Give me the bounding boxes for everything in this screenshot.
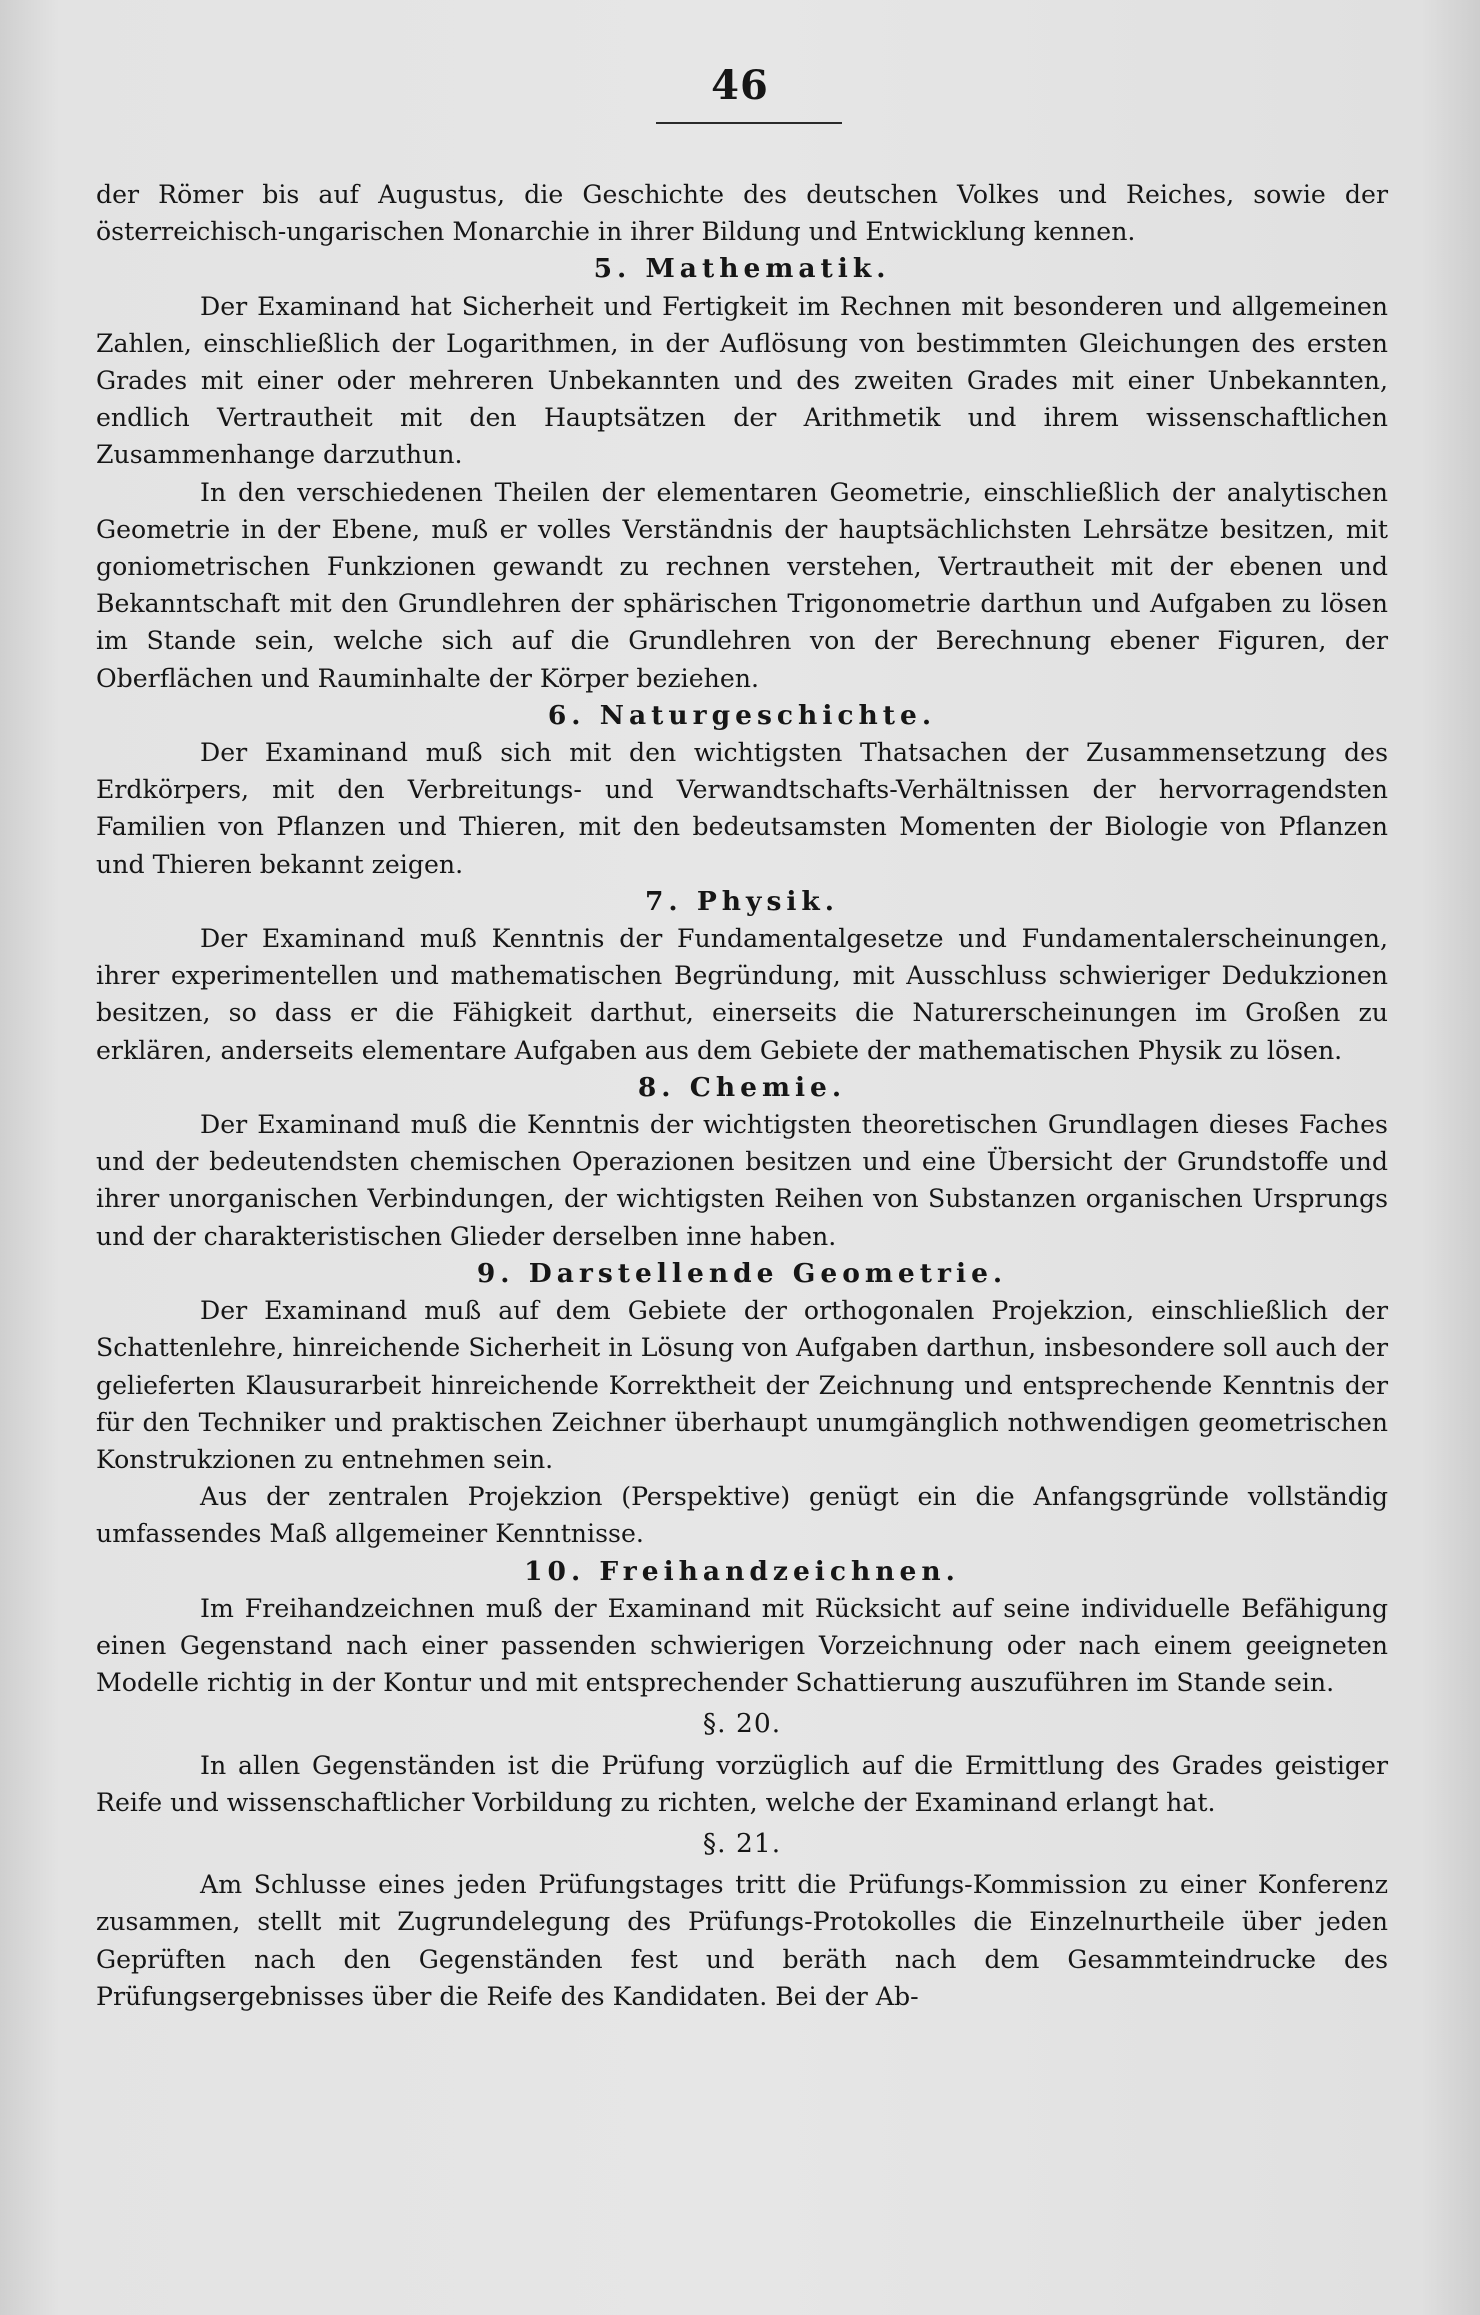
paragraph-darstellende-geometrie-orthogonal: Der Examinand muß auf dem Gebiete der orthogonalen Projekzion, einschließlich der Schattenlehre, hinreichende Sicherheit in Lösung von Aufgaben darthun, insbesondere soll auch der gelieferten Klausurarbeit hinreichende Korrektheit der Zeichnung und entsprechende Kenntnis der für den Techniker und praktischen Zeichner überhaupt unumgänglich nothwendigen geometrischen Konstrukzionen zu entnehmen sein. bbox=[96, 1296, 1388, 1474]
page-number: 46 bbox=[711, 62, 769, 109]
section-heading-20: §. 20. bbox=[702, 1708, 782, 1740]
paragraph-darstellende-geometrie-zentral: Aus der zentralen Projekzion (Perspektive) genügt ein die Anfangsgründe vollständig umfassendes Maß allgemeiner Kenntnisse. bbox=[96, 1482, 1388, 1549]
paragraph-chemie: Der Examinand muß die Kenntnis der wichtigsten theoretischen Grundlagen dieses Faches und der bedeutendsten chemischen Operazionen besitzen und eine Übersicht der Grundstoffe und ihrer unorganischen Verbindungen, der wichtigsten Reihen von Substanzen organischen Ursprungs und der charakteristischen Glieder derselben inne haben. bbox=[96, 1110, 1388, 1251]
header-rule bbox=[656, 122, 842, 124]
paragraph-mathematik-arithmetik: Der Examinand hat Sicherheit und Fertigkeit im Rechnen mit besonderen und allgemeinen Zahlen, einschließlich der Logarithmen, in der Auflösung von bestimmten Gleichungen des ersten Grades mit einer oder mehreren Unbekannten und des zweiten Grades mit einer Unbekannten, endlich Vertrautheit mit den Hauptsätzen der Arithmetik und ihrem wissenschaftlichen Zusammenhange darzuthun. bbox=[96, 291, 1388, 470]
paragraph-mathematik-geometrie: In den verschiedenen Theilen der elementaren Geometrie, einschließlich der analytischen Geometrie in der Ebene, muß er volles Verständnis der hauptsächlichsten Lehrsätze besitzen, mit goniometrischen Funkzionen gewandt zu rechnen verstehen, Vertrautheit mit der ebenen und Bekanntschaft mit den Grundlehren der sphärischen Trigonometrie darthun und Aufgaben zu lösen im Stande sein, welche sich auf die Grundlehren von der Berechnung ebener Figuren, der Oberflächen und Rauminhalte der Körper beziehen. bbox=[96, 477, 1388, 693]
paragraph-physik: Der Examinand muß Kenntnis der Fundamentalgesetze und Fundamentalerscheinungen, ihrer experimentellen und mathematischen Begründung, mit Ausschluss schwieriger Dedukzionen besitzen, so dass er die Fähigkeit darthut, einerseits die Naturerscheinungen im Großen zu erklären, anderseits elementare Aufgaben aus dem Gebiete der mathematischen Physik zu lösen. bbox=[96, 924, 1388, 1065]
heading-freihandzeichnen: 10. Freihandzeichnen. bbox=[524, 1555, 960, 1587]
heading-mathematik: 5. Mathematik. bbox=[593, 253, 891, 285]
heading-chemie: 8. Chemie. bbox=[637, 1071, 847, 1103]
paragraph-section-21: Am Schlusse eines jeden Prüfungstages tritt die Prüfungs-Kommission zu einer Konferenz zusammen, stellt mit Zugrundelegung des Prüfungs-Protokolles die Einzelnurtheile über jeden Geprüften nach den Gegenständen fest und beräth nach dem Gesammteindrucke des Prüfungsergebnisses über die Reife des Kandidaten. Bei der Ab- bbox=[96, 1870, 1388, 2011]
heading-naturgeschichte: 6. Naturgeschichte. bbox=[547, 699, 937, 731]
page-text bbox=[96, 176, 1388, 2015]
paragraph-naturgeschichte: Der Examinand muß sich mit den wichtigsten Thatsachen der Zusammensetzung des Erdkörpers, mit den Verbreitungs- und Verwandtschafts-Verhältnissen der hervorragendsten Familien von Pflanzen und Thieren, mit den bedeutsamsten Momenten der Biologie von Pflanzen und Thieren bekannt zeigen. bbox=[96, 738, 1388, 879]
heading-darstellende-geometrie: 9. Darstellende Geometrie. bbox=[476, 1257, 1008, 1289]
heading-physik: 7. Physik. bbox=[644, 885, 840, 917]
paragraph-freihandzeichnen: Im Freihandzeichnen muß der Examinand mit Rücksicht auf seine individuelle Befähigung einen Gegenstand nach einer passenden schwierigen Vorzeichnung oder nach einem geeigneten Modelle richtig in der Kontur und mit entsprechender Schattierung auszuführen im Stande sein. bbox=[96, 1593, 1388, 1698]
section-heading-21: §. 21. bbox=[702, 1827, 782, 1859]
paragraph-section-20: In allen Gegenständen ist die Prüfung vorzüglich auf die Ermittlung des Grades geistiger Reife und wissenschaftlicher Vorbildung zu richten, welche der Examinand erlangt hat. bbox=[96, 1750, 1388, 1817]
paragraph-roman-history-continuation: der Römer bis auf Augustus, die Geschichte des deutschen Volkes und Reiches, sowie der österreichisch-ungarischen Monarchie in ihrer Bildung und Entwicklung kennen. bbox=[96, 180, 1388, 247]
